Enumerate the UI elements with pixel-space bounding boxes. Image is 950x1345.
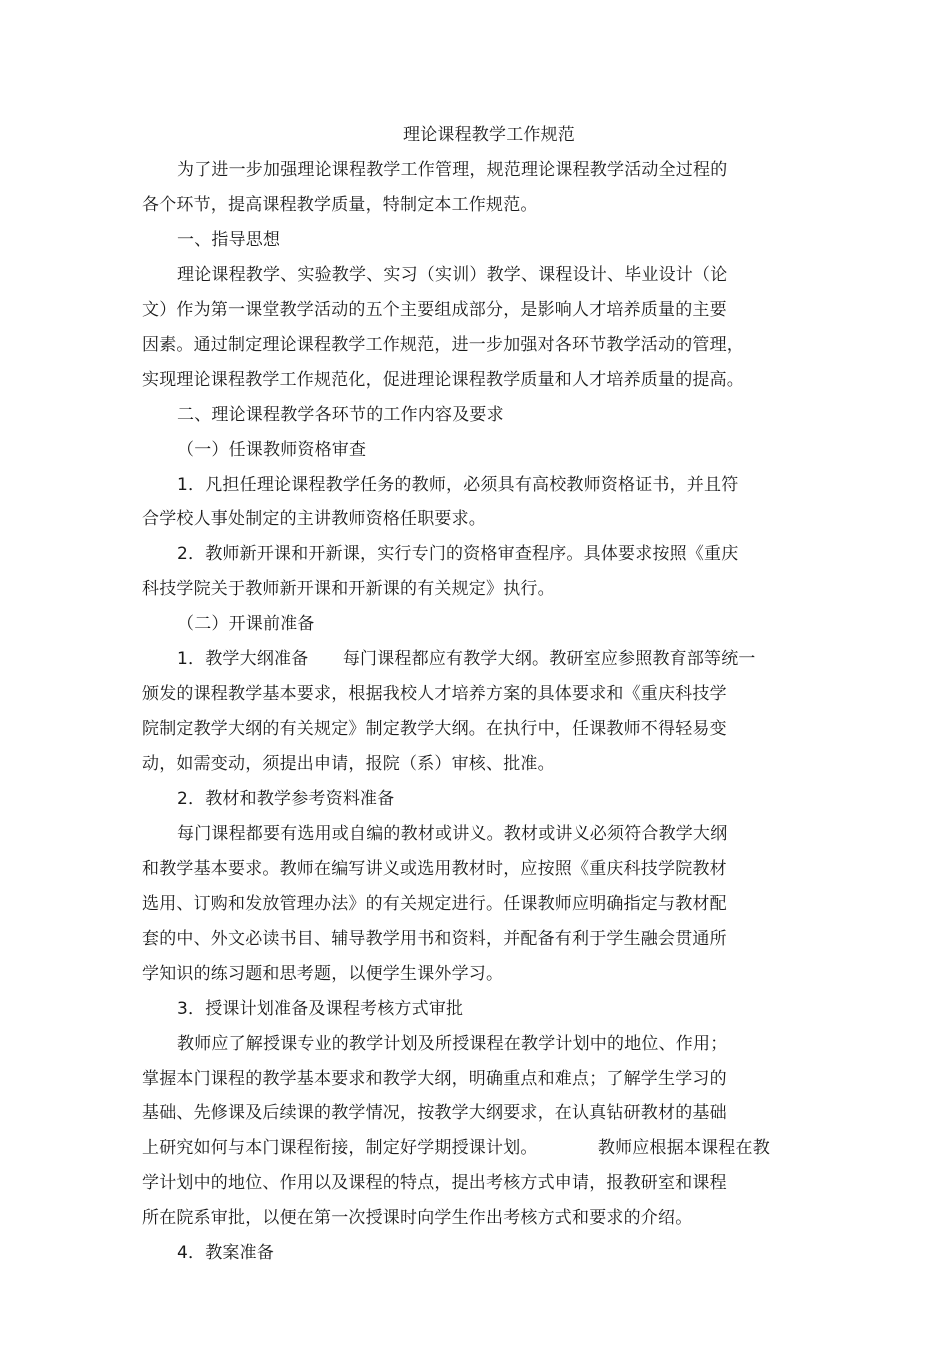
paragraph-line: 合学校人事处制定的主讲教师资格任职要求。 (142, 509, 486, 529)
paragraph-line: 上研究如何与本门课程衔接，制定好学期授课计划。 教师应根据本课程在教 (142, 1138, 770, 1158)
paragraph-line: 动，如需变动，须提出申请，报院（系）审核、批准。 (142, 754, 555, 774)
paragraph-line: 和教学基本要求。教师在编写讲义或选用教材时，应按照《重庆科技学院教材 (142, 859, 727, 879)
paragraph-line: 科技学院关于教师新开课和开新课的有关规定》执行。 (142, 579, 555, 599)
subsection-heading: （二）开课前准备 (177, 614, 315, 634)
paragraph-line: 学计划中的地位、作用以及课程的特点，提出考核方式申请，报教研室和课程 (142, 1173, 727, 1193)
item-heading: 3．授课计划准备及课程考核方式审批 (177, 999, 464, 1019)
section-heading: 一、指导思想 (177, 230, 281, 250)
item-heading: 4．教案准备 (177, 1243, 275, 1263)
paragraph-line: 院制定教学大纲的有关规定》制定教学大纲。在执行中，任课教师不得轻易变 (142, 719, 727, 739)
subsection-heading: （一）任课教师资格审查 (177, 440, 367, 460)
paragraph-line: 掌握本门课程的教学基本要求和教学大纲，明确重点和难点；了解学生学习的 (142, 1069, 727, 1089)
paragraph-line: 所在院系审批，以便在第一次授课时向学生作出考核方式和要求的介绍。 (142, 1208, 693, 1228)
item-heading: 2．教材和教学参考资料准备 (177, 789, 395, 809)
paragraph-line: 1．教学大纲准备 每门课程都应有教学大纲。教研室应参照教育部等统一 (177, 649, 756, 669)
paragraph-line: 教师应了解授课专业的教学计划及所授课程在教学计划中的地位、作用； (177, 1034, 728, 1054)
paragraph-line: 文）作为第一课堂教学活动的五个主要组成部分，是影响人才培养质量的主要 (142, 300, 727, 320)
paragraph-line: 每门课程都要有选用或自编的教材或讲义。教材或讲义必须符合教学大纲 (177, 824, 728, 844)
paragraph-line: 为了进一步加强理论课程教学工作管理，规范理论课程教学活动全过程的 (177, 160, 728, 180)
section-heading: 二、理论课程教学各环节的工作内容及要求 (177, 405, 504, 425)
paragraph-line: 学知识的练习题和思考题，以便学生课外学习。 (142, 964, 504, 984)
document-title: 理论课程教学工作规范 (403, 125, 575, 145)
paragraph-line: 实现理论课程教学工作规范化，促进理论课程教学质量和人才培养质量的提高。 (142, 370, 744, 390)
paragraph-line: 因素。通过制定理论课程教学工作规范，进一步加强对各环节教学活动的管理， (142, 335, 744, 355)
paragraph-line: 各个环节，提高课程教学质量，特制定本工作规范。 (142, 195, 538, 215)
paragraph-line: 基础、先修课及后续课的教学情况，按教学大纲要求，在认真钻研教材的基础 (142, 1103, 727, 1123)
paragraph-line: 理论课程教学、实验教学、实习（实训）教学、课程设计、毕业设计（论 (177, 265, 728, 285)
paragraph-line: 2．教师新开课和开新课，实行专门的资格审查程序。具体要求按照《重庆 (177, 544, 739, 564)
paragraph-line: 1．凡担任理论课程教学任务的教师，必须具有高校教师资格证书，并且符 (177, 475, 739, 495)
paragraph-line: 套的中、外文必读书目、辅导教学用书和资料，并配备有利于学生融会贯通所 (142, 929, 727, 949)
paragraph-line: 颁发的课程教学基本要求，根据我校人才培养方案的具体要求和《重庆科技学 (142, 684, 727, 704)
paragraph-line: 选用、订购和发放管理办法》的有关规定进行。任课教师应明确指定与教材配 (142, 894, 727, 914)
